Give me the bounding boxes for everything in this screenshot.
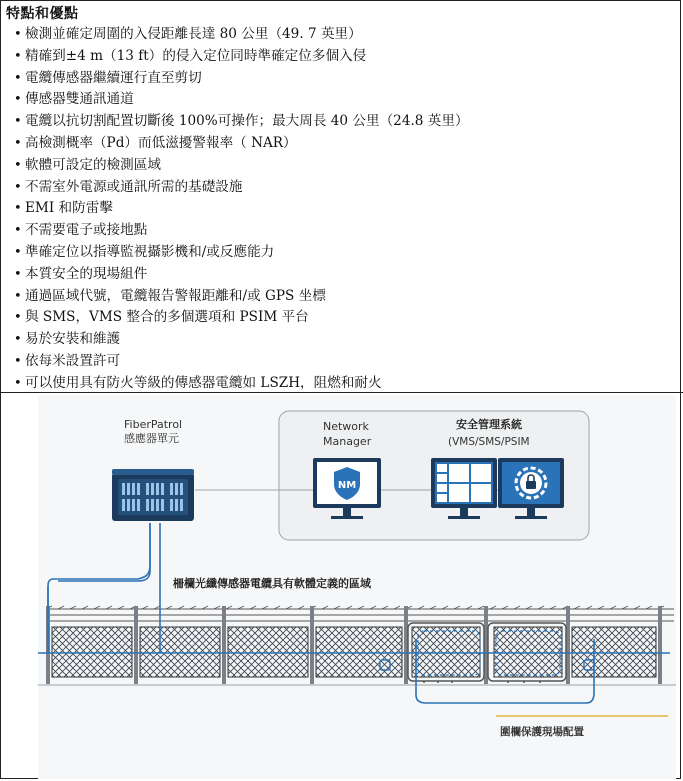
bullet-icon: •	[14, 92, 22, 108]
feature-item	[0, 24, 469, 46]
feature-item	[0, 329, 469, 351]
feature-item	[0, 220, 469, 242]
cable-caption: 柵欄光纖傳感器電纜具有軟體定義的區域	[173, 577, 371, 590]
feature-item	[0, 111, 469, 133]
feature-text: 電纜傳感器繼續運行直至剪切	[25, 69, 202, 86]
feature-text: 軟體可設定的檢測區域	[25, 156, 161, 173]
features-title: 特點和優點	[6, 6, 79, 22]
bullet-icon: •	[14, 135, 22, 151]
bullet-icon: •	[14, 223, 22, 239]
nm-badge: NM	[337, 480, 357, 491]
feature-item	[0, 177, 469, 199]
feature-item	[0, 46, 469, 68]
feature-text: 本質安全的現場組件	[25, 265, 148, 282]
security-system-subtitle: (VMS/SMS/PSIM	[448, 436, 530, 448]
feature-item	[0, 351, 469, 373]
sensor-unit-name: FiberPatrol	[124, 418, 183, 431]
perimeter-fence	[38, 606, 676, 685]
feature-item	[0, 373, 469, 395]
feature-text: 傳感器雙通訊通道	[25, 91, 134, 108]
feature-text: 精確到±4 m（13 ft）的侵入定位同時準確定位多個入侵	[25, 47, 367, 64]
feature-text: 高檢測概率（Pd）而低滋擾警報率（ NAR）	[25, 134, 297, 151]
bullet-icon: •	[14, 157, 22, 173]
bullet-icon: •	[14, 332, 22, 348]
bullet-icon: •	[14, 201, 22, 217]
feature-text: EMI 和防雷擊	[25, 200, 113, 217]
bullet-icon: •	[14, 375, 22, 391]
bullet-icon: •	[14, 179, 22, 195]
feature-item	[0, 286, 469, 308]
bullet-icon: •	[14, 48, 22, 64]
network-manager-line1: Network	[323, 420, 369, 433]
feature-text: 不需要電子或接地點	[25, 222, 148, 239]
feature-item	[0, 155, 469, 177]
feature-text: 電纜以抗切割配置切斷後 100%可操作；最大周長 40 公里（24.8 英里）	[25, 113, 469, 130]
feature-text: 易於安裝和維護	[25, 331, 121, 348]
bullet-icon: •	[14, 310, 22, 326]
feature-text: 依每米設置許可	[25, 352, 121, 369]
feature-text: 可以使用具有防火等級的傳感器電纜如 LSZH，阻燃和耐火	[25, 374, 382, 391]
feature-item	[0, 68, 469, 90]
bullet-icon: •	[14, 244, 22, 260]
feature-text: 檢測並確定周圍的入侵距離長達 80 公里（49. 7 英里）	[25, 26, 362, 42]
feature-item	[0, 264, 469, 286]
feature-text: 與 SMS，VMS 整合的多個選項和 PSIM 平台	[25, 309, 309, 326]
network-manager-line2: Manager	[323, 435, 372, 448]
feature-item	[0, 133, 469, 155]
security-system-title: 安全管理系統	[456, 418, 522, 431]
bullet-icon: •	[14, 353, 22, 369]
feature-text: 準確定位以指導監視攝影機和/或反應能力	[25, 243, 275, 260]
feature-item	[0, 89, 469, 111]
feature-text: 不需室外電源或通訊所需的基礎設施	[25, 178, 243, 195]
sensor-unit-label: 感應器單元	[124, 432, 179, 445]
feature-item	[0, 307, 469, 329]
footer-caption: 圍欄保護現場配置	[500, 726, 584, 738]
bullet-icon: •	[14, 288, 22, 304]
bullet-icon: •	[14, 70, 22, 86]
bullet-icon: •	[14, 266, 22, 282]
bullet-icon: •	[14, 114, 22, 130]
feature-item	[0, 242, 469, 264]
system-diagram	[38, 395, 676, 779]
feature-list	[0, 24, 469, 395]
feature-text: 通過區域代號，電纜報告警報距離和/或 GPS 坐標	[25, 287, 326, 304]
sensor-unit-icon	[112, 469, 194, 521]
bullet-icon: •	[14, 27, 22, 42]
feature-item	[0, 198, 469, 220]
